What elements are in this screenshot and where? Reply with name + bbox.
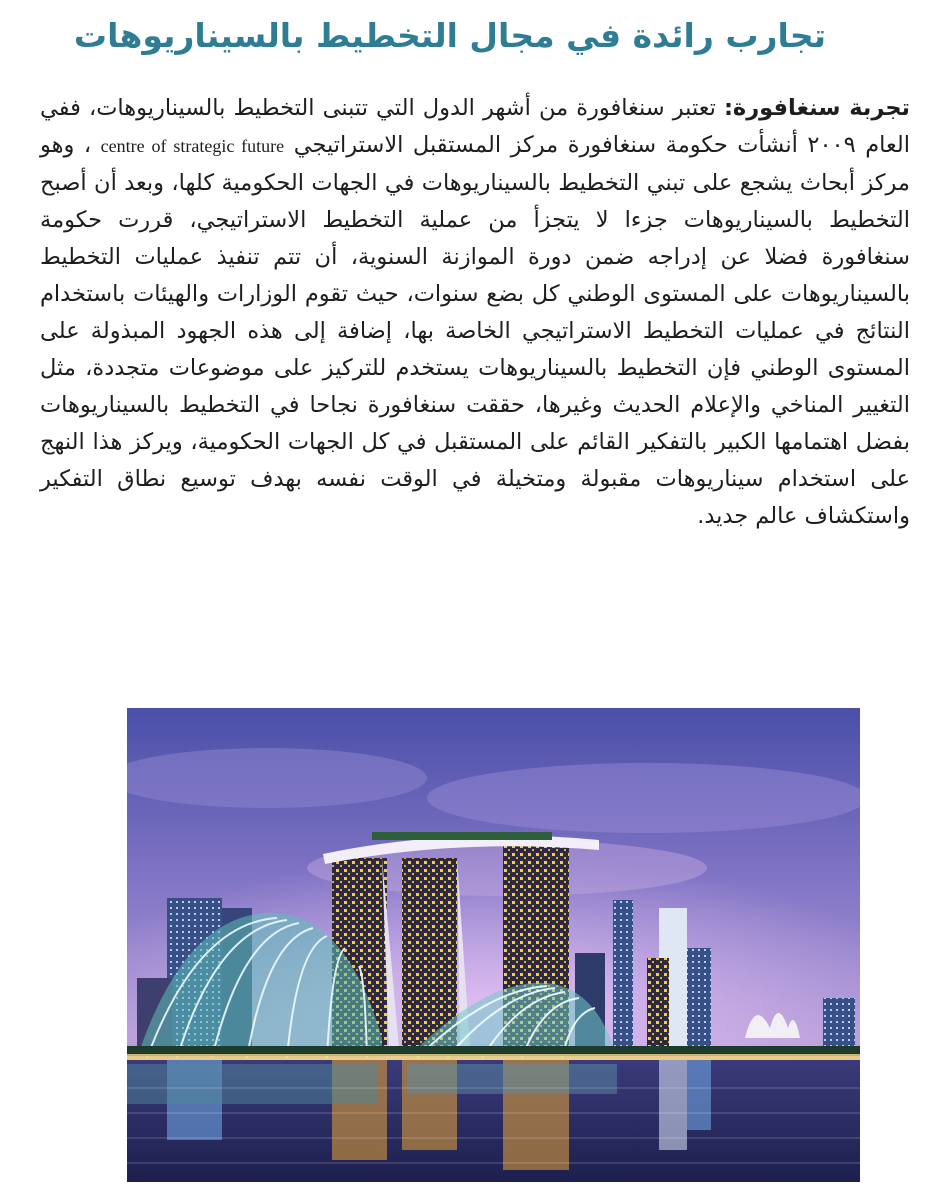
singapore-paragraph [40,90,910,535]
latin-term: centre of strategic future [100,136,285,156]
paragraph-text-part1: تعتبر سنغافورة من أشهر الدول التي تتبنى التخطيط بالسيناريوهات، ففي العام ٢٠٠٩ أنشأت حكومة سنغافورة مركز المستقبل الاستراتيجي [40,95,911,158]
paragraph-text-part2: ، وهو مركز أبحاث يشجع على تبني التخطيط بالسيناريوهات في الجهات الحكومية كلها، وبعد أن أصبح التخطيط بالسيناريوهات جزءا لا يتجزأ من عملية التخطيط الاستراتيجي، قررت حكومة سنغافورة فضلا عن إدراجه ضمن دورة الموازنة السنوية، أن تتم تنفيذ عمليات التخطيط بالسيناريوهات على المستوى الوطني كل بضع سنوات، حيث تقوم الوزارات والهيئات باستخدام النتائج في عمليات التخطيط الاستراتيجي الخاصة بها، إضافة إلى هذه الجهود المبذولة على المستوى الوطني فإن التخطيط بالسيناريوهات يستخدم للتركيز على موضوعات متجددة، مثل التغيير المناخي والإعلام الحديث وغيرها، حققت سنغافورة نجاحا في التخطيط بالسيناريوهات بفضل اهتمامها الكبير بالتفكير القائم على المستقبل في كل الجهات الحكومية، ويركز هذا النهج على استخدام سيناريوهات مقبولة ومتخيلة في الوقت نفسه بهدف توسيع نطاق التفكير واستكشاف عالم جديد. [40,132,910,529]
paragraph-lead: تجربة سنغافورة: [723,95,910,121]
page-title: تجارب رائدة في مجال التخطيط بالسيناريوهات [73,16,827,55]
singapore-skyline-photo [127,708,860,1182]
